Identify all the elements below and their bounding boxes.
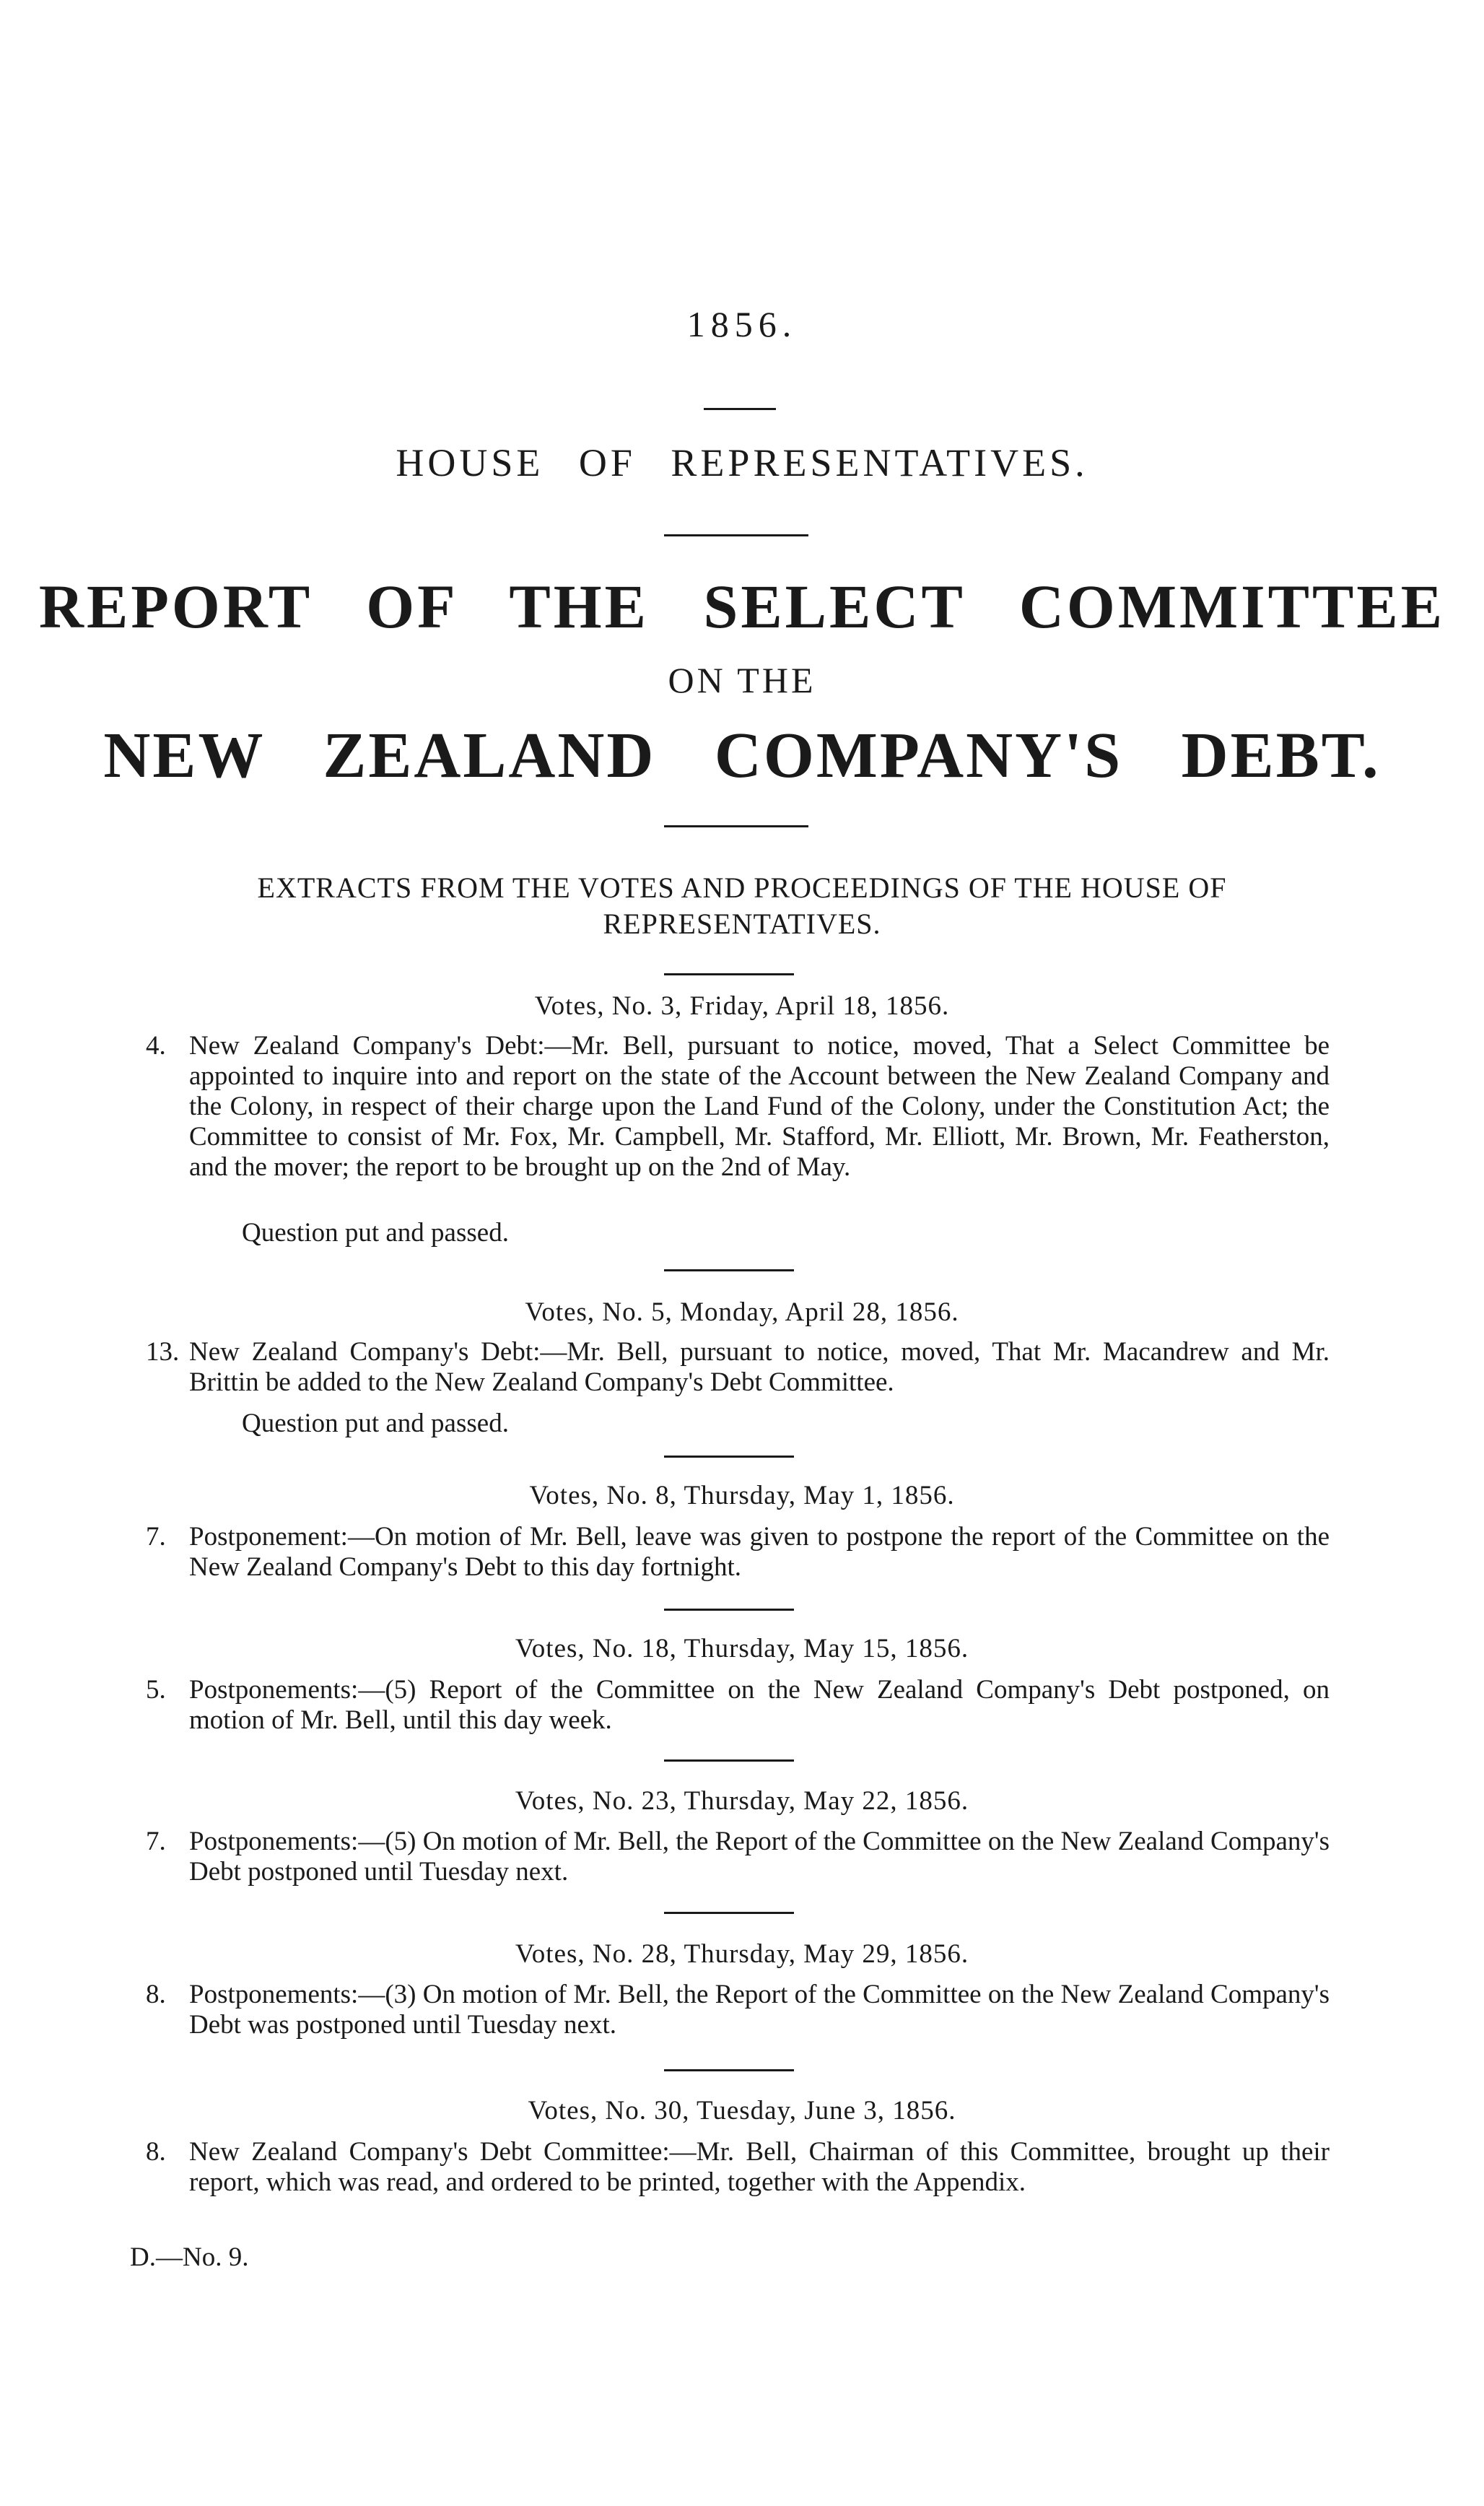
entry-paragraph — [146, 1827, 1330, 1887]
entry-text: New Zealand Company's Debt Committee:—Mr. Bell, Chairman of this Committee, brought up their report, which was read, and ordered to be printed, together with the Appendix. — [189, 2137, 1330, 2197]
entry-number: 13. — [146, 1337, 180, 1367]
divider-rule — [664, 825, 808, 827]
entry-number: 8. — [146, 1980, 166, 2009]
entry-paragraph — [146, 2137, 1330, 2198]
votes-heading: Votes, No. 5, Monday, April 28, 1856. — [525, 1297, 959, 1327]
divider-rule — [664, 534, 808, 536]
entry-paragraph — [146, 1337, 1330, 1398]
document-reference: D.—No. 9. — [130, 2242, 249, 2272]
entry-text: Postponements:—(5) On motion of Mr. Bell, the Report of the Committee on the New Zealand Company's Debt postponed until Tuesday next. — [189, 1827, 1330, 1887]
divider-rule — [664, 2069, 794, 2071]
votes-heading: Votes, No. 18, Thursday, May 15, 1856. — [515, 1634, 969, 1663]
votes-heading: Votes, No. 23, Thursday, May 22, 1856. — [515, 1786, 969, 1816]
votes-heading: Votes, No. 28, Thursday, May 29, 1856. — [515, 1939, 969, 1969]
report-title-line2: ON THE — [668, 660, 816, 700]
entry-paragraph — [146, 1980, 1330, 2040]
report-title-line3: NEW ZEALAND COMPANY'S DEBT. — [103, 720, 1381, 791]
entry-text: Postponements:—(3) On motion of Mr. Bell, the Report of the Committee on the New Zealand Company's Debt was postponed until Tuesday next. — [189, 1980, 1330, 2040]
entry-number: 8. — [146, 2137, 166, 2167]
votes-heading: Votes, No. 30, Tuesday, June 3, 1856. — [528, 2096, 956, 2126]
divider-rule — [664, 1609, 794, 1611]
question-passed: Question put and passed. — [242, 1409, 509, 1438]
divider-rule — [664, 1912, 794, 1914]
question-passed: Question put and passed. — [242, 1218, 509, 1248]
house-heading: HOUSE OF REPRESENTATIVES. — [396, 441, 1088, 484]
entry-paragraph — [146, 1031, 1330, 1183]
divider-rule — [664, 973, 794, 975]
entry-paragraph — [146, 1675, 1330, 1736]
votes-heading: Votes, No. 8, Thursday, May 1, 1856. — [529, 1481, 955, 1510]
entry-number: 5. — [146, 1675, 166, 1705]
entry-paragraph — [146, 1522, 1330, 1583]
entry-text: New Zealand Company's Debt:—Mr. Bell, pursuant to notice, moved, That Mr. Macandrew and Mr. Brittin be added to the New Zealand Company's Debt Committee. — [189, 1337, 1330, 1397]
divider-rule — [664, 1269, 794, 1271]
entry-text: Postponements:—(5) Report of the Committee on the New Zealand Company's Debt postponed, on motion of Mr. Bell, until this day week. — [189, 1675, 1330, 1735]
entry-text: Postponement:—On motion of Mr. Bell, leave was given to postpone the report of the Committee on the New Zealand Company's Debt to this day fortnight. — [189, 1522, 1330, 1582]
extracts-heading: EXTRACTS FROM THE VOTES AND PROCEEDINGS OF THE HOUSE OF REPRESENTATIVES. — [257, 871, 1227, 940]
document-year: 1856. — [686, 304, 798, 344]
report-title-line1: REPORT OF THE SELECT COMMITTEE — [38, 572, 1446, 641]
entry-number: 4. — [146, 1031, 166, 1061]
divider-rule — [664, 1759, 794, 1762]
entry-number: 7. — [146, 1522, 166, 1552]
entry-text: New Zealand Company's Debt:—Mr. Bell, pursuant to notice, moved, That a Select Committee be appointed to inquire into and report on the state of the Account between the New Zealand Company and the Colony, in respect of their charge upon the Land Fund of the Colony, under the Constitution Act; the Committee to consist of Mr. Fox, Mr. Campbell, Mr. Stafford, Mr. Elliott, Mr. Brown, Mr. Featherston, and the mover; the report to be brought up on the 2nd of May. — [189, 1031, 1330, 1182]
divider-rule — [664, 1456, 794, 1458]
votes-heading: Votes, No. 3, Friday, April 18, 1856. — [534, 991, 950, 1021]
entry-number: 7. — [146, 1827, 166, 1856]
divider-rule — [704, 408, 776, 410]
